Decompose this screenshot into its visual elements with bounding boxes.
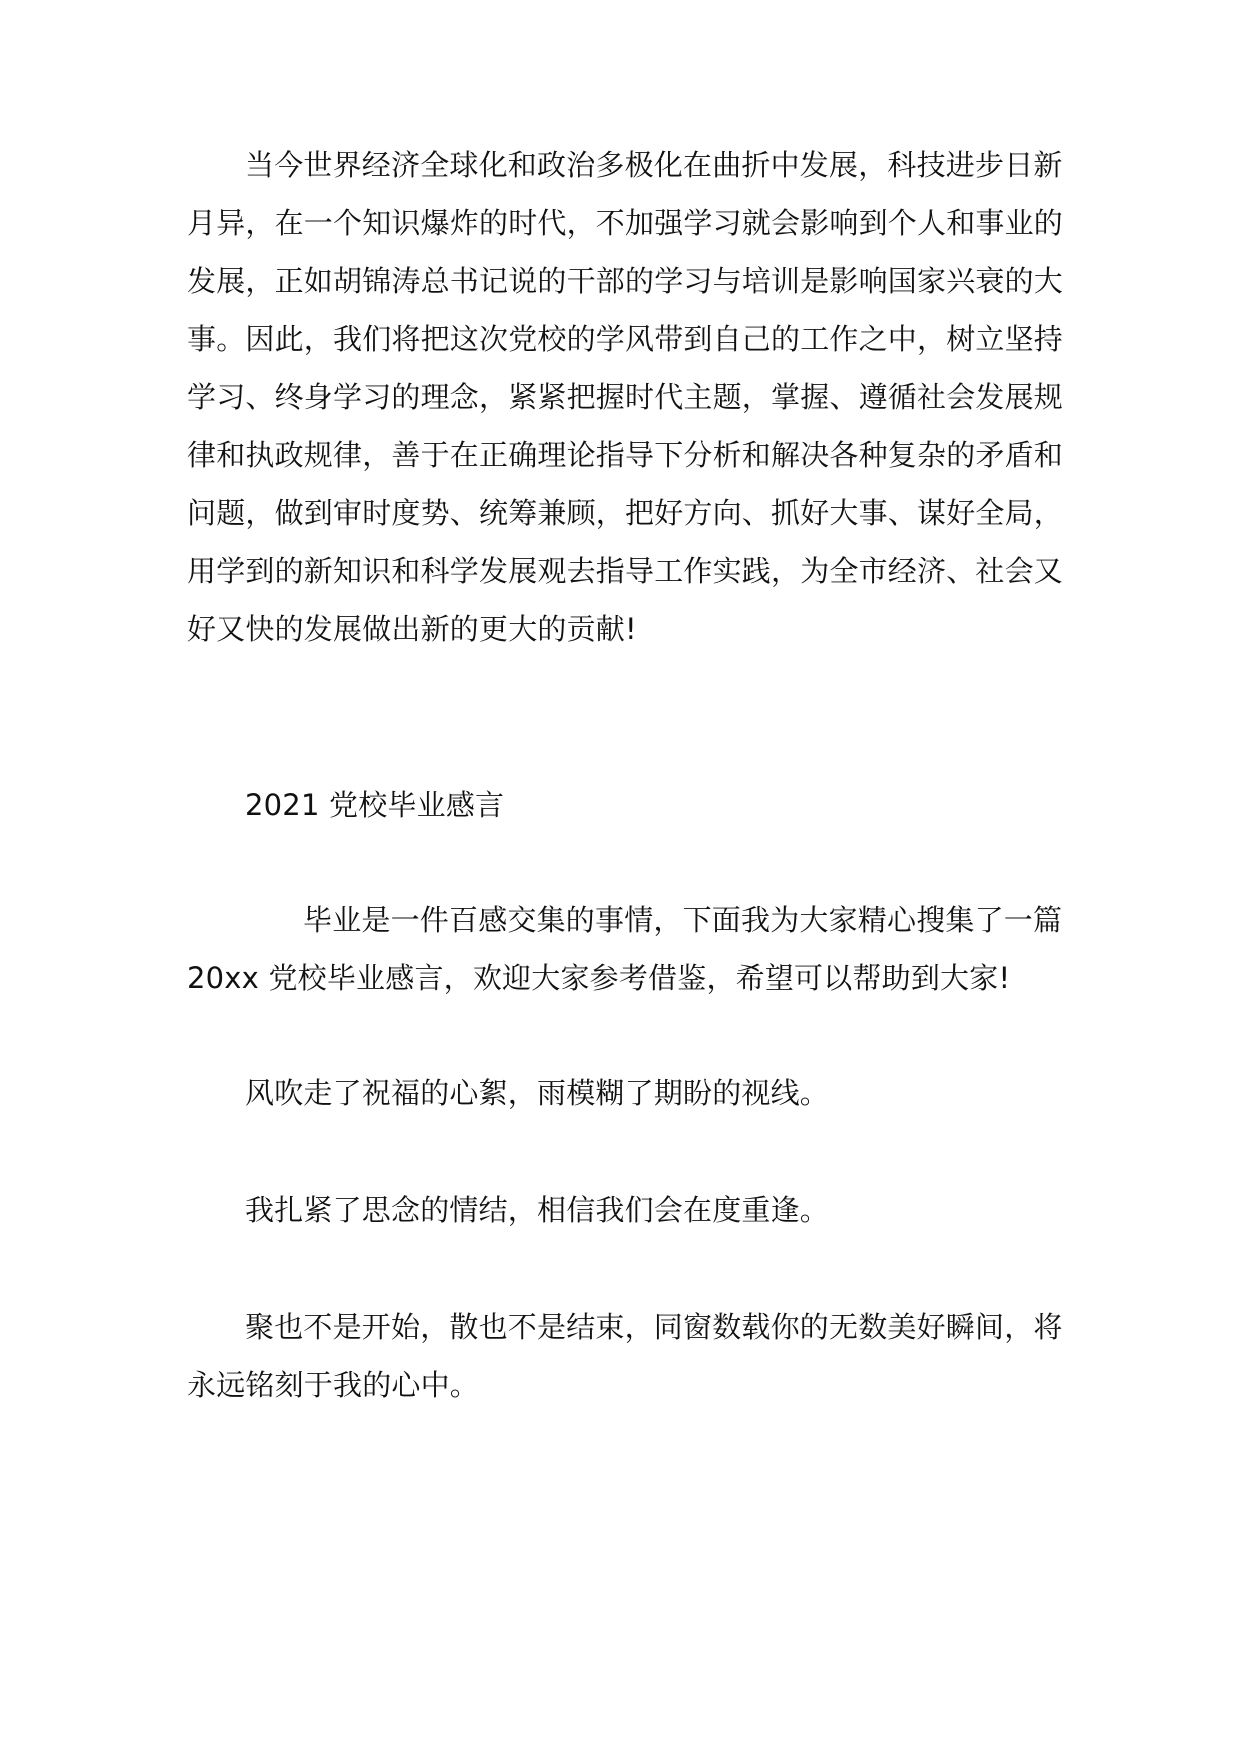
paragraph-line: 月异，在一个知识爆炸的时代，不加强学习就会影响到个人和事业的 <box>187 206 1064 240</box>
paragraph-line: 学习、终身学习的理念，紧紧把握时代主题，掌握、遵循社会发展规 <box>187 380 1064 414</box>
paragraph-line: 律和执政规律，善于在正确理论指导下分析和解决各种复杂的矛盾和 <box>187 438 1064 472</box>
paragraph-line: 20xx 党校毕业感言，欢迎大家参考借鉴，希望可以帮助到大家! <box>187 961 1011 995</box>
paragraph-line: 事。因此，我们将把这次党校的学风带到自己的工作之中，树立坚持 <box>187 322 1064 356</box>
paragraph-line: 用学到的新知识和科学发展观去指导工作实践，为全市经济、社会又 <box>187 554 1064 588</box>
paragraph-line: 毕业是一件百感交集的事情，下面我为大家精心搜集了一篇 <box>303 903 1063 937</box>
paragraph-line: 问题，做到审时度势、统筹兼顾，把好方向、抓好大事、谋好全局， <box>187 496 1064 530</box>
paragraph-line: 当今世界经济全球化和政治多极化在曲折中发展，科技进步日新 <box>245 148 1063 182</box>
section-title: 2021 党校毕业感言 <box>245 788 505 822</box>
verse-line-1: 风吹走了祝福的心絮，雨模糊了期盼的视线。 <box>245 1076 830 1110</box>
paragraph-line: 聚也不是开始，散也不是结束，同窗数载你的无数美好瞬间，将 <box>245 1310 1063 1344</box>
paragraph-line: 永远铭刻于我的心中。 <box>187 1368 480 1402</box>
paragraph-line: 好又快的发展做出新的更大的贡献! <box>187 612 637 646</box>
paragraph-line: 发展，正如胡锦涛总书记说的干部的学习与培训是影响国家兴衰的大 <box>187 264 1064 298</box>
verse-line-2: 我扎紧了思念的情结，相信我们会在度重逢。 <box>245 1193 830 1227</box>
